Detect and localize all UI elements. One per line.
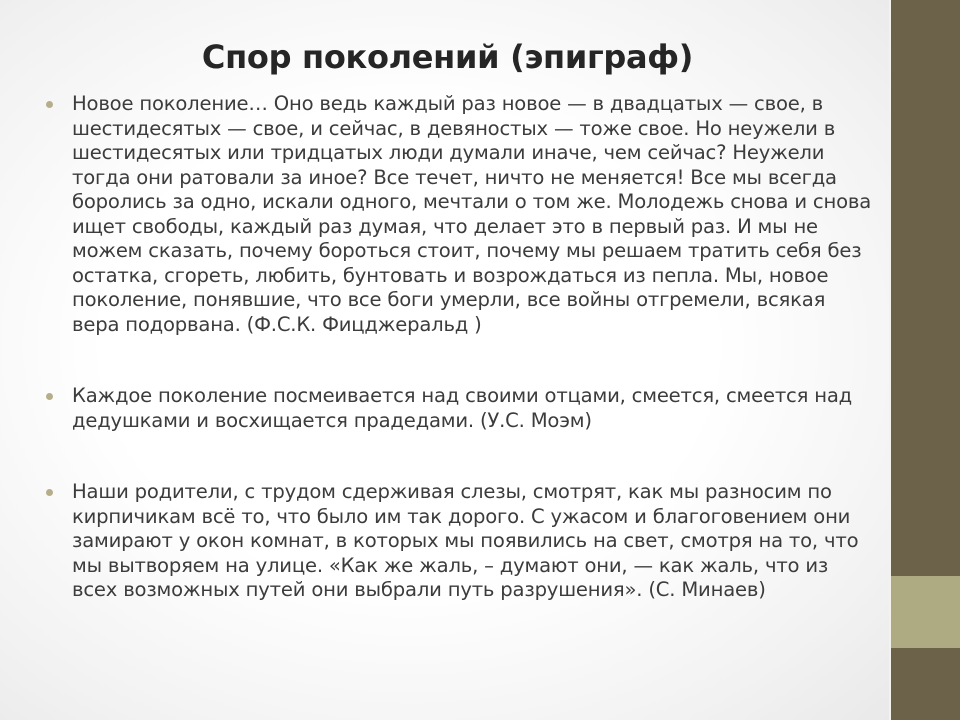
bullet-list (46, 92, 878, 603)
bullet-dot-icon (46, 393, 53, 400)
decorative-side-divider (889, 0, 891, 720)
bullet-dot-icon (46, 101, 53, 108)
slide-title: Спор поколений (эпиграф) (201, 38, 694, 76)
bullet-item-maugham (46, 384, 878, 433)
bullet-item-minaev (46, 480, 878, 603)
decorative-side-band (889, 576, 960, 648)
bullet-item-fitzgerald (46, 92, 878, 337)
bullet-text: Наши родители, с трудом сдерживая слезы, смотрят, как мы разносим по кирпичикам всё то, что было им так дорого. С ужасом и благоговением они замирают у окон комнат, в которых мы появились на свет, смотря на то, что мы вытворяем на улице. «Как же жаль, – думают они, — как жаль, что из всех возможных путей они выбрали путь разрушения». (С. Минаев) (72, 480, 859, 601)
bullet-text: Новое поколение… Оно ведь каждый раз новое — в двадцатых — свое, в шестидесятых — свое, и сейчас, в девяностых — тоже свое. Но неужели в шестидесятых или тридцатых люди думали иначе, чем сейчас? Неужели тогда они ратовали за иное? Все течет, ничто не меняется! Все мы всегда боролись за одно, искали одного, мечтали о том же. Молодежь снова и снова ищет свободы, каждый раз думая, что делает это в первый раз. И мы не можем сказать, почему бороться стоит, почему мы решаем тратить себя без остатка, сгореть, любить, бунтовать и возрождаться из пепла. Мы, новое поколение, понявшие, что все боги умерли, все войны отгремели, всякая вера подорвана. (Ф.С.К. Фицджеральд ) (72, 92, 872, 336)
bullet-text: Каждое поколение посмеивается над своими отцами, смеется, смеется над дедушками и восхищается прадедами. (У.С. Моэм) (72, 384, 852, 432)
bullet-dot-icon (46, 489, 53, 496)
